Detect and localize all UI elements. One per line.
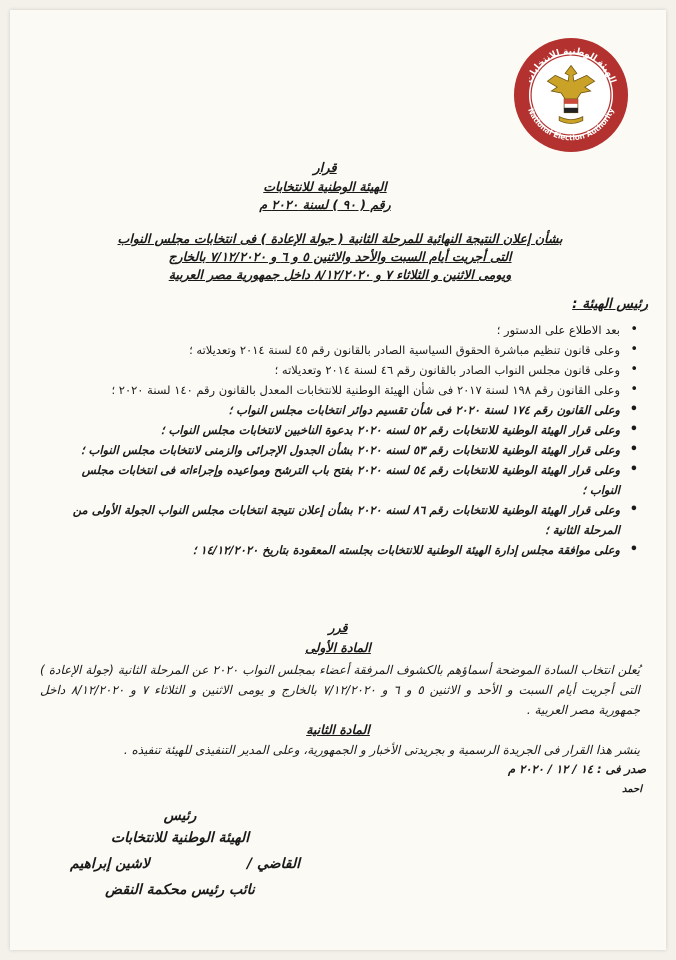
recital-item: • وعلى قرار الهيئة الوطنية للانتخابات رقم ٥٢ لسنه ٢٠٢٠ بدعوة الناخبين لانتخابات مجلس النواب ؛ <box>56 420 640 440</box>
recital-item: • وعلى قرار الهيئة الوطنية للانتخابات رقم ٥٤ لسنه ٢٠٢٠ بفتح باب الترشح ومواعيده وإجراءاته فى انتخابات مجلس النواب ؛ <box>56 460 640 500</box>
recital-item: • وعلى قانون تنظيم مباشرة الحقوق السياسية الصادر بالقانون رقم ٤٥ لسنة ٢٠١٤ وتعديلاته ؛ <box>56 340 640 360</box>
subject-line-2: التى أجريت أيام السبت والأحد والاثنين ٥ و ٦ و ٧/١٢/٢٠٢٠ بالخارج <box>168 249 512 264</box>
recital-item: • وعلى قانون مجلس النواب الصادر بالقانون رقم ٤٦ لسنة ٢٠١٤ وتعديلاته ؛ <box>56 360 640 380</box>
decree-header <box>90 160 560 214</box>
decree-number: رقم ( ٩٠ ) لسنة ٢٠٢٠ م <box>259 197 391 212</box>
subject-line-3: ويومى الاثنين و الثلاثاء ٧ و ٨/١٢/٢٠٢٠ داخل جمهورية مصر العربية <box>168 267 512 282</box>
signature-title: رئيس <box>163 808 197 824</box>
recital-item: • وعلى القانون رقم ١٧٤ لسنة ٢٠٢٠ فى شأن تقسيم دوائر انتخابات مجلس النواب ؛ <box>56 400 640 420</box>
recitals-list <box>56 320 640 560</box>
decree-subject <box>60 230 620 284</box>
issue-date: صدر فى : ١٤ / ١٢ / ٢٠٢٠ م <box>507 762 646 776</box>
seal-arabic-text: الهيئة الوطنية للانتخابات <box>524 46 618 85</box>
article-1-title: المادة الأولى <box>305 640 371 655</box>
chair-heading: رئيس الهيئة : <box>572 296 648 312</box>
recital-item: • وعلى قرار الهيئة الوطنية للانتخابات رقم ٨٦ لسنه ٢٠٢٠ بشأن إعلان نتيجة انتخابات مجلس النواب الجولة الأولى من المرحلة الثانية ؛ <box>56 500 640 540</box>
recital-item: • وعلى قرار الهيئة الوطنية للانتخابات رقم ٥٣ لسنه ٢٠٢٠ بشأن الجدول الإجرائى والزمنى لانتخابات مجلس النواب ؛ <box>56 440 640 460</box>
article-1-text: يُعلن انتخاب السادة الموضحة أسماؤهم بالكشوف المرفقة أعضاء بمجلس النواب ٢٠٢٠ عن المرحلة الثانية (جولة الإعادة ) التى أجريت أيام السبت و الأحد و الاثنين ٥ و ٦ و ٧/١٢/٢٠٢٠ بالخارج و يومى الاثنين و الثلاثاء ٧ و ٨/١٢/٢٠٢٠ داخل جمهورية مصر العربية . <box>40 663 640 717</box>
signature-judge-row <box>70 856 300 872</box>
recital-item: • وعلى موافقة مجلس إدارة الهيئة الوطنية للانتخابات بجلسته المعقودة بتاريخ ١٤/١٢/٢٠٢٠ ؛ <box>56 540 640 560</box>
initials: احمد <box>622 784 642 795</box>
decree-title: قرار <box>313 161 337 176</box>
election-authority-seal-icon <box>512 36 630 154</box>
judge-name: لاشين إبراهيم <box>70 856 150 872</box>
signature-position: نائب رئيس محكمة النقض <box>105 882 255 898</box>
judge-label: القاضي / <box>246 856 300 872</box>
recital-item: • وعلى القانون رقم ١٩٨ لسنة ٢٠١٧ فى شأن الهيئة الوطنية للانتخابات المعدل بالقانون رقم ١٤٠ لسنة ٢٠٢٠ ؛ <box>56 380 640 400</box>
authority-name: الهيئة الوطنية للانتخابات <box>263 179 387 194</box>
recital-item: • بعد الاطلاع على الدستور ؛ <box>56 320 640 340</box>
signature-org: الهيئة الوطنية للانتخابات <box>110 830 250 846</box>
article-2-title: المادة الثانية <box>306 722 370 737</box>
seal-english-text: National Election Authority <box>526 106 616 143</box>
subject-line-1: بشأن إعلان النتيجة النهائية للمرحلة الثانية ( جولة الإعادة ) فى انتخابات مجلس النواب <box>117 231 563 246</box>
article-2-text: ينشر هذا القرار فى الجريدة الرسمية و بجريدتى الأخبار و الجمهورية، وعلى المدير التنفيذى للهيئة تنفيذه . <box>123 743 640 757</box>
decided-heading: قرر <box>328 620 348 635</box>
